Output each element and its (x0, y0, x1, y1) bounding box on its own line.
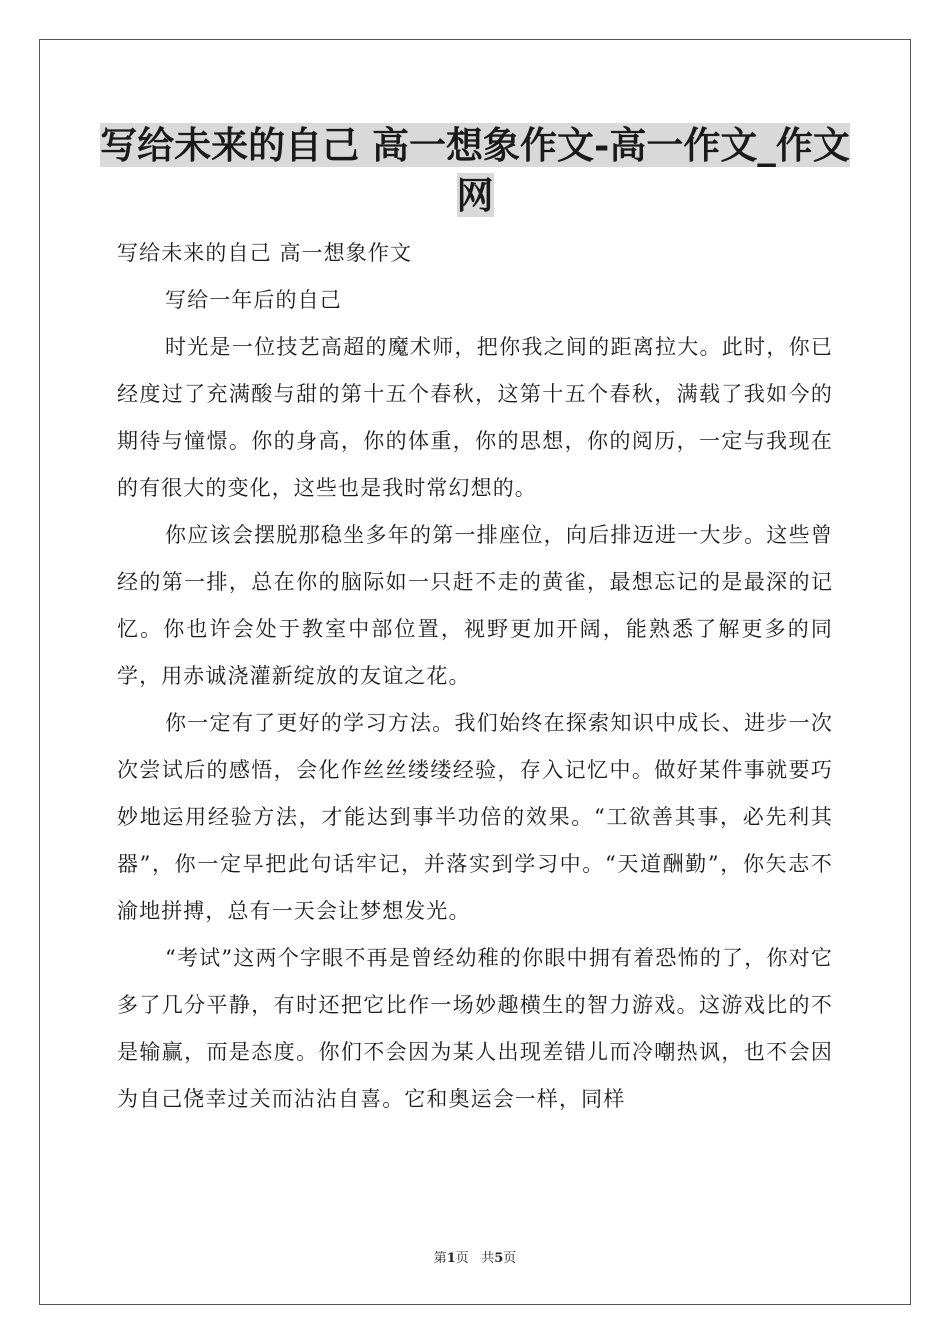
page-footer (0, 1247, 950, 1266)
paragraph: 你一定有了更好的学习方法。我们始终在探索知识中成长、进步一次次尝试后的感悟，会化作丝丝缕缕经验，存入记忆中。做好某件事就要巧妙地运用经验方法，才能达到事半功倍的效果。“工欲善其事，必先利其器”，你一定早把此句话牢记，并落实到学习中。“天道酬勤”，你矢志不渝地拼搏，总有一天会让梦想发光。 (117, 711, 833, 923)
paragraph: 时光是一位技艺高超的魔术师，把你我之间的距离拉大。此时，你已经度过了充满酸与甜的第十五个春秋，这第十五个春秋，满载了我如今的期待与憧憬。你的身高，你的体重，你的思想，你的阅历，一定与我现在的有很大的变化，这些也是我时常幻想的。 (117, 335, 833, 500)
paragraph: 你应该会摆脱那稳坐多年的第一排座位，向后排迈进一大步。这些曾经的第一排，总在你的脑际如一只赶不走的黄雀，最想忘记的是最深的记忆。你也许会处于教室中部位置，视野更加开阔，能熟悉了解更多的同学，用赤诚浇灌新绽放的友谊之花。 (117, 523, 833, 688)
paragraph: “考试”这两个字眼不再是曾经幼稚的你眼中拥有着恐怖的了，你对它多了几分平静，有时还把它比作一场妙趣横生的智力游戏。这游戏比的不是输赢，而是态度。你们不会因为某人出现差错儿而冷嘲热讽，也不会因为自己侥幸过关而沾沾自喜。它和奥运会一样，同样 (117, 946, 833, 1111)
page-suffix: 页 (455, 1251, 469, 1266)
total-pages: 5 (494, 1251, 504, 1266)
total-prefix: 共 (481, 1251, 495, 1266)
page-number: 1 (446, 1251, 456, 1266)
document-title (100, 120, 850, 220)
total-suffix: 页 (503, 1251, 517, 1266)
section-heading: 写给一年后的自己 (165, 288, 342, 312)
page-prefix: 第 (433, 1251, 447, 1266)
document-title-text: 写给未来的自己 高一想象作文-高一作文_作文网 (100, 123, 850, 217)
document-body (117, 230, 833, 1123)
document-subtitle: 写给未来的自己 高一想象作文 (117, 241, 413, 265)
